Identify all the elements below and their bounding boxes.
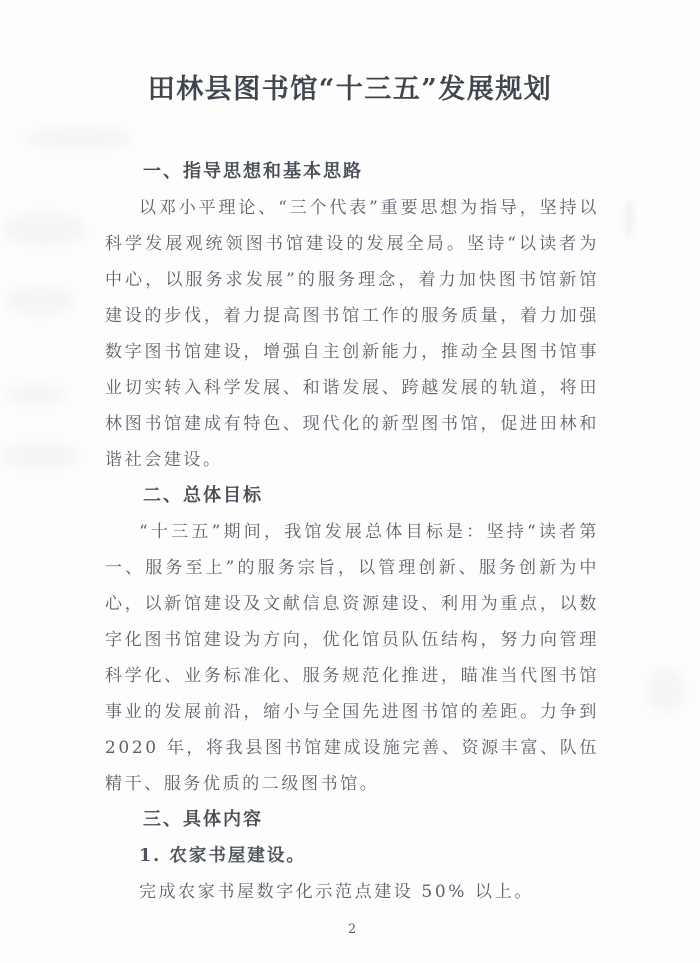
section-heading-specific-content: 三、具体内容 <box>143 809 263 830</box>
scan-smudge <box>2 212 88 246</box>
section-heading-overall-goals: 二、总体目标 <box>143 485 263 506</box>
subitem-label-rural-book-house: 1. 农家书屋建设。 <box>139 846 306 866</box>
scan-smudge <box>6 384 66 406</box>
document-title: 田林县图书馆“十三五”发展规划 <box>147 74 553 105</box>
subitem-body-rural-book-house: 完成农家书屋数字化示范点建设 50% 以上。 <box>139 882 534 902</box>
page-number: 2 <box>347 922 357 937</box>
scan-smudge <box>624 200 634 238</box>
section-heading-guiding-ideology: 一、指导思想和基本思路 <box>143 161 363 182</box>
scan-smudge <box>2 442 80 470</box>
paragraph-guiding-ideology: 以邓小平理论、“三个代表”重要思想为指导，坚持以科学发展观统领图书馆建设的发展全局。坚诗“以读者为中心，以服务求发展”的服务理念，着力加快图书馆新馆建设的步伐，着力提高图书馆工作的服务质量，着力加强数字图书馆建设，增强自主创新能力，推动全县图书馆事业切实转入科学发展、和谐发展、跨越发展的轨道，将田林图书馆建成有特色、现代化的新型图书馆，促进田林和谐社会建设。 <box>105 198 599 470</box>
paragraph-overall-goals: “十三五”期间，我馆发展总体目标是：坚持“读者第一、服务至上”的服务宗旨，以管理创新、服务创新为中心，以新馆建设及文献信息资源建设、利用为重点，以数字化图书馆建设为方向，优化馆员队伍结构，努力向管理科学化、业务标准化、服务规范化推进，瞄准当代图书馆事业的发展前沿，缩小与全国先进图书馆的差距。力争到 2020 年，将我县图书馆建成设施完善、资源丰富、队伍精干、服务优质的二级图书馆。 <box>105 522 599 794</box>
document-body <box>105 154 599 937</box>
scan-smudge <box>4 286 76 316</box>
scan-smudge <box>646 668 686 712</box>
scan-smudge <box>24 126 134 150</box>
